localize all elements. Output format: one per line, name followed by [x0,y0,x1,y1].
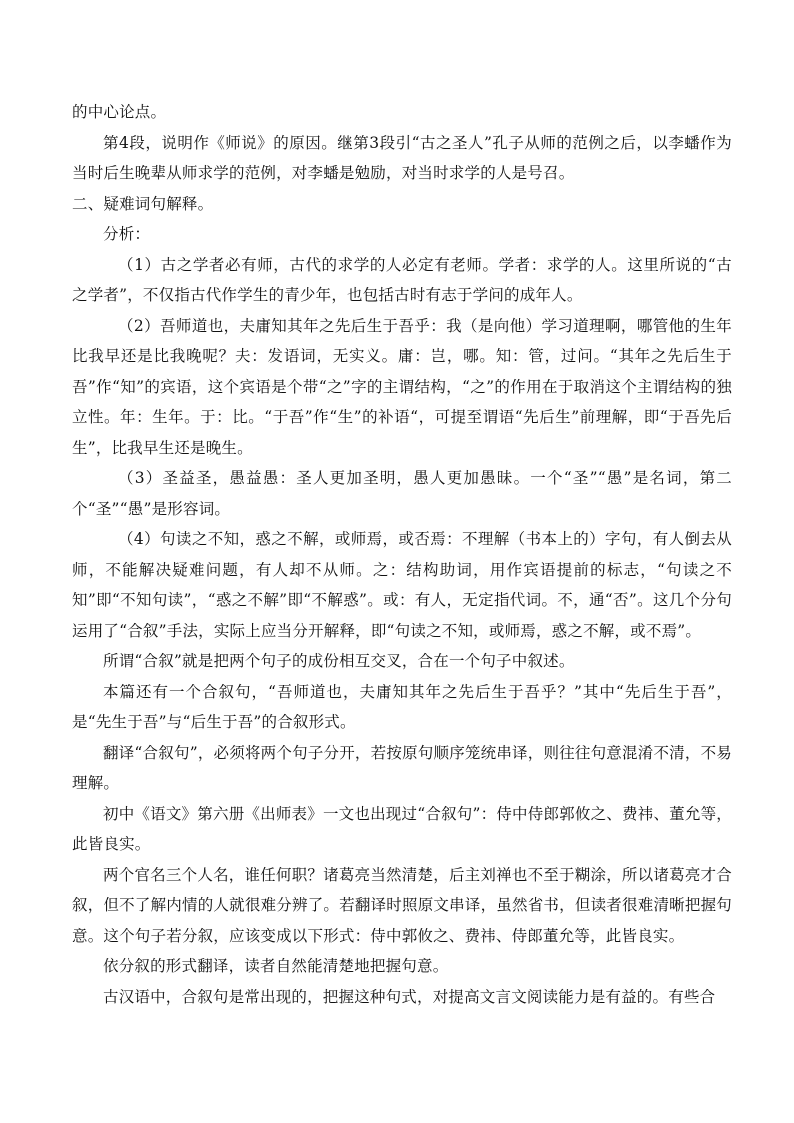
paragraph-hexu-definition: 所谓“合叙”就是把两个句子的成份相互交叉，合在一个句子中叙述。 [103,652,575,670]
paragraph-2: 第4段，说明作《师说》的原因。继第3段引“古之圣人”孔子从师的范例之后，以李蟠作为当时后生晚辈从师求学的范例，对李蟠是勉励，对当时求学的人是号召。 [72,133,732,182]
paragraph-translation-note: 翻译“合叙句”，必须将两个句子分开，若按原句顺序笼统串译，则往往句意混淆不清，不易理解。 [72,743,732,792]
paragraph-item-2: （2）吾师道也，夫庸知其年之先后生于吾乎：我（是向他）学习道理啊，哪管他的生年比我早还是比我晚呢？夫：发语词，无实义。庸：岂，哪。知：管，过问。“其年之先后生于吾”作“知”的宾语，这个宾语是个带“之”字的主谓结构，“之”的作用在于取消这个主谓结构的独立性。年：生年。于：比。“于吾”作“生”的补语“，可提至谓语“先后生”前理解，即“于吾先后生”，比我早生还是晚生。 [72,316,732,457]
paragraph-chushibiao: 初中《语文》第六册《出师表》一文也出现过“合叙句”：侍中侍郎郭攸之、费祎、董允等，此皆良实。 [72,804,732,853]
analysis-label: 分析： [103,225,151,243]
paragraph-final: 古汉语中，合叙句是常出现的，把握这种句式，对提高文言文阅读能力是有益的。有些合 [103,987,716,1006]
paragraph-1: 的中心论点。 [72,103,167,121]
paragraph-hexu-example: 本篇还有一个合叙句，“吾师道也，夫庸知其年之先后生于吾乎？”其中“先后生于吾”，是“先生于吾”与“后生于吾”的合叙形式。 [72,682,732,731]
paragraph-names-explanation: 两个官名三个人名，谁任何职？诸葛亮当然清楚，后主刘禅也不至于糊涂，所以诸葛亮才合叙，但不了解内情的人就很难分辨了。若翻译时照原文串译，虽然省书，但读者很难清晰把握句意。这个句子若分叙，应该变成以下形式：侍中郭攸之、费祎、侍郎董允等，此皆良实。 [72,865,732,945]
paragraph-item-1: （1）古之学者必有师，古代的求学的人必定有老师。学者：求学的人。这里所说的“古之学者”，不仅指古代作学生的青少年，也包括古时有志于学问的成年人。 [72,255,732,304]
paragraph-item-3: （3）圣益圣，愚益愚：圣人更加圣明，愚人更加愚昧。一个“圣”“愚”是名词，第二个“圣”“愚”是形容词。 [72,469,732,518]
document-body [72,97,732,1012]
section-heading-2: 二、疑难词句解释。 [72,194,214,213]
paragraph-separate-translation: 依分叙的形式翻译，读者自然能清楚地把握句意。 [103,957,449,975]
paragraph-item-4: （4）句读之不知，惑之不解，或师焉，或否焉：不理解（书本上的）字句，有人倒去从师，不能解决疑难问题，有人却不从师。之：结构助词，用作宾语提前的标志，“句读之不知”即“不知句读”，“惑之不解”即“不解惑”。或：有人，无定指代词。不，通“否”。这几个分句运用了“合叙”手法，实际上应当分开解释，即“句读之不知，或师焉，惑之不解，或不焉”。 [72,530,732,640]
